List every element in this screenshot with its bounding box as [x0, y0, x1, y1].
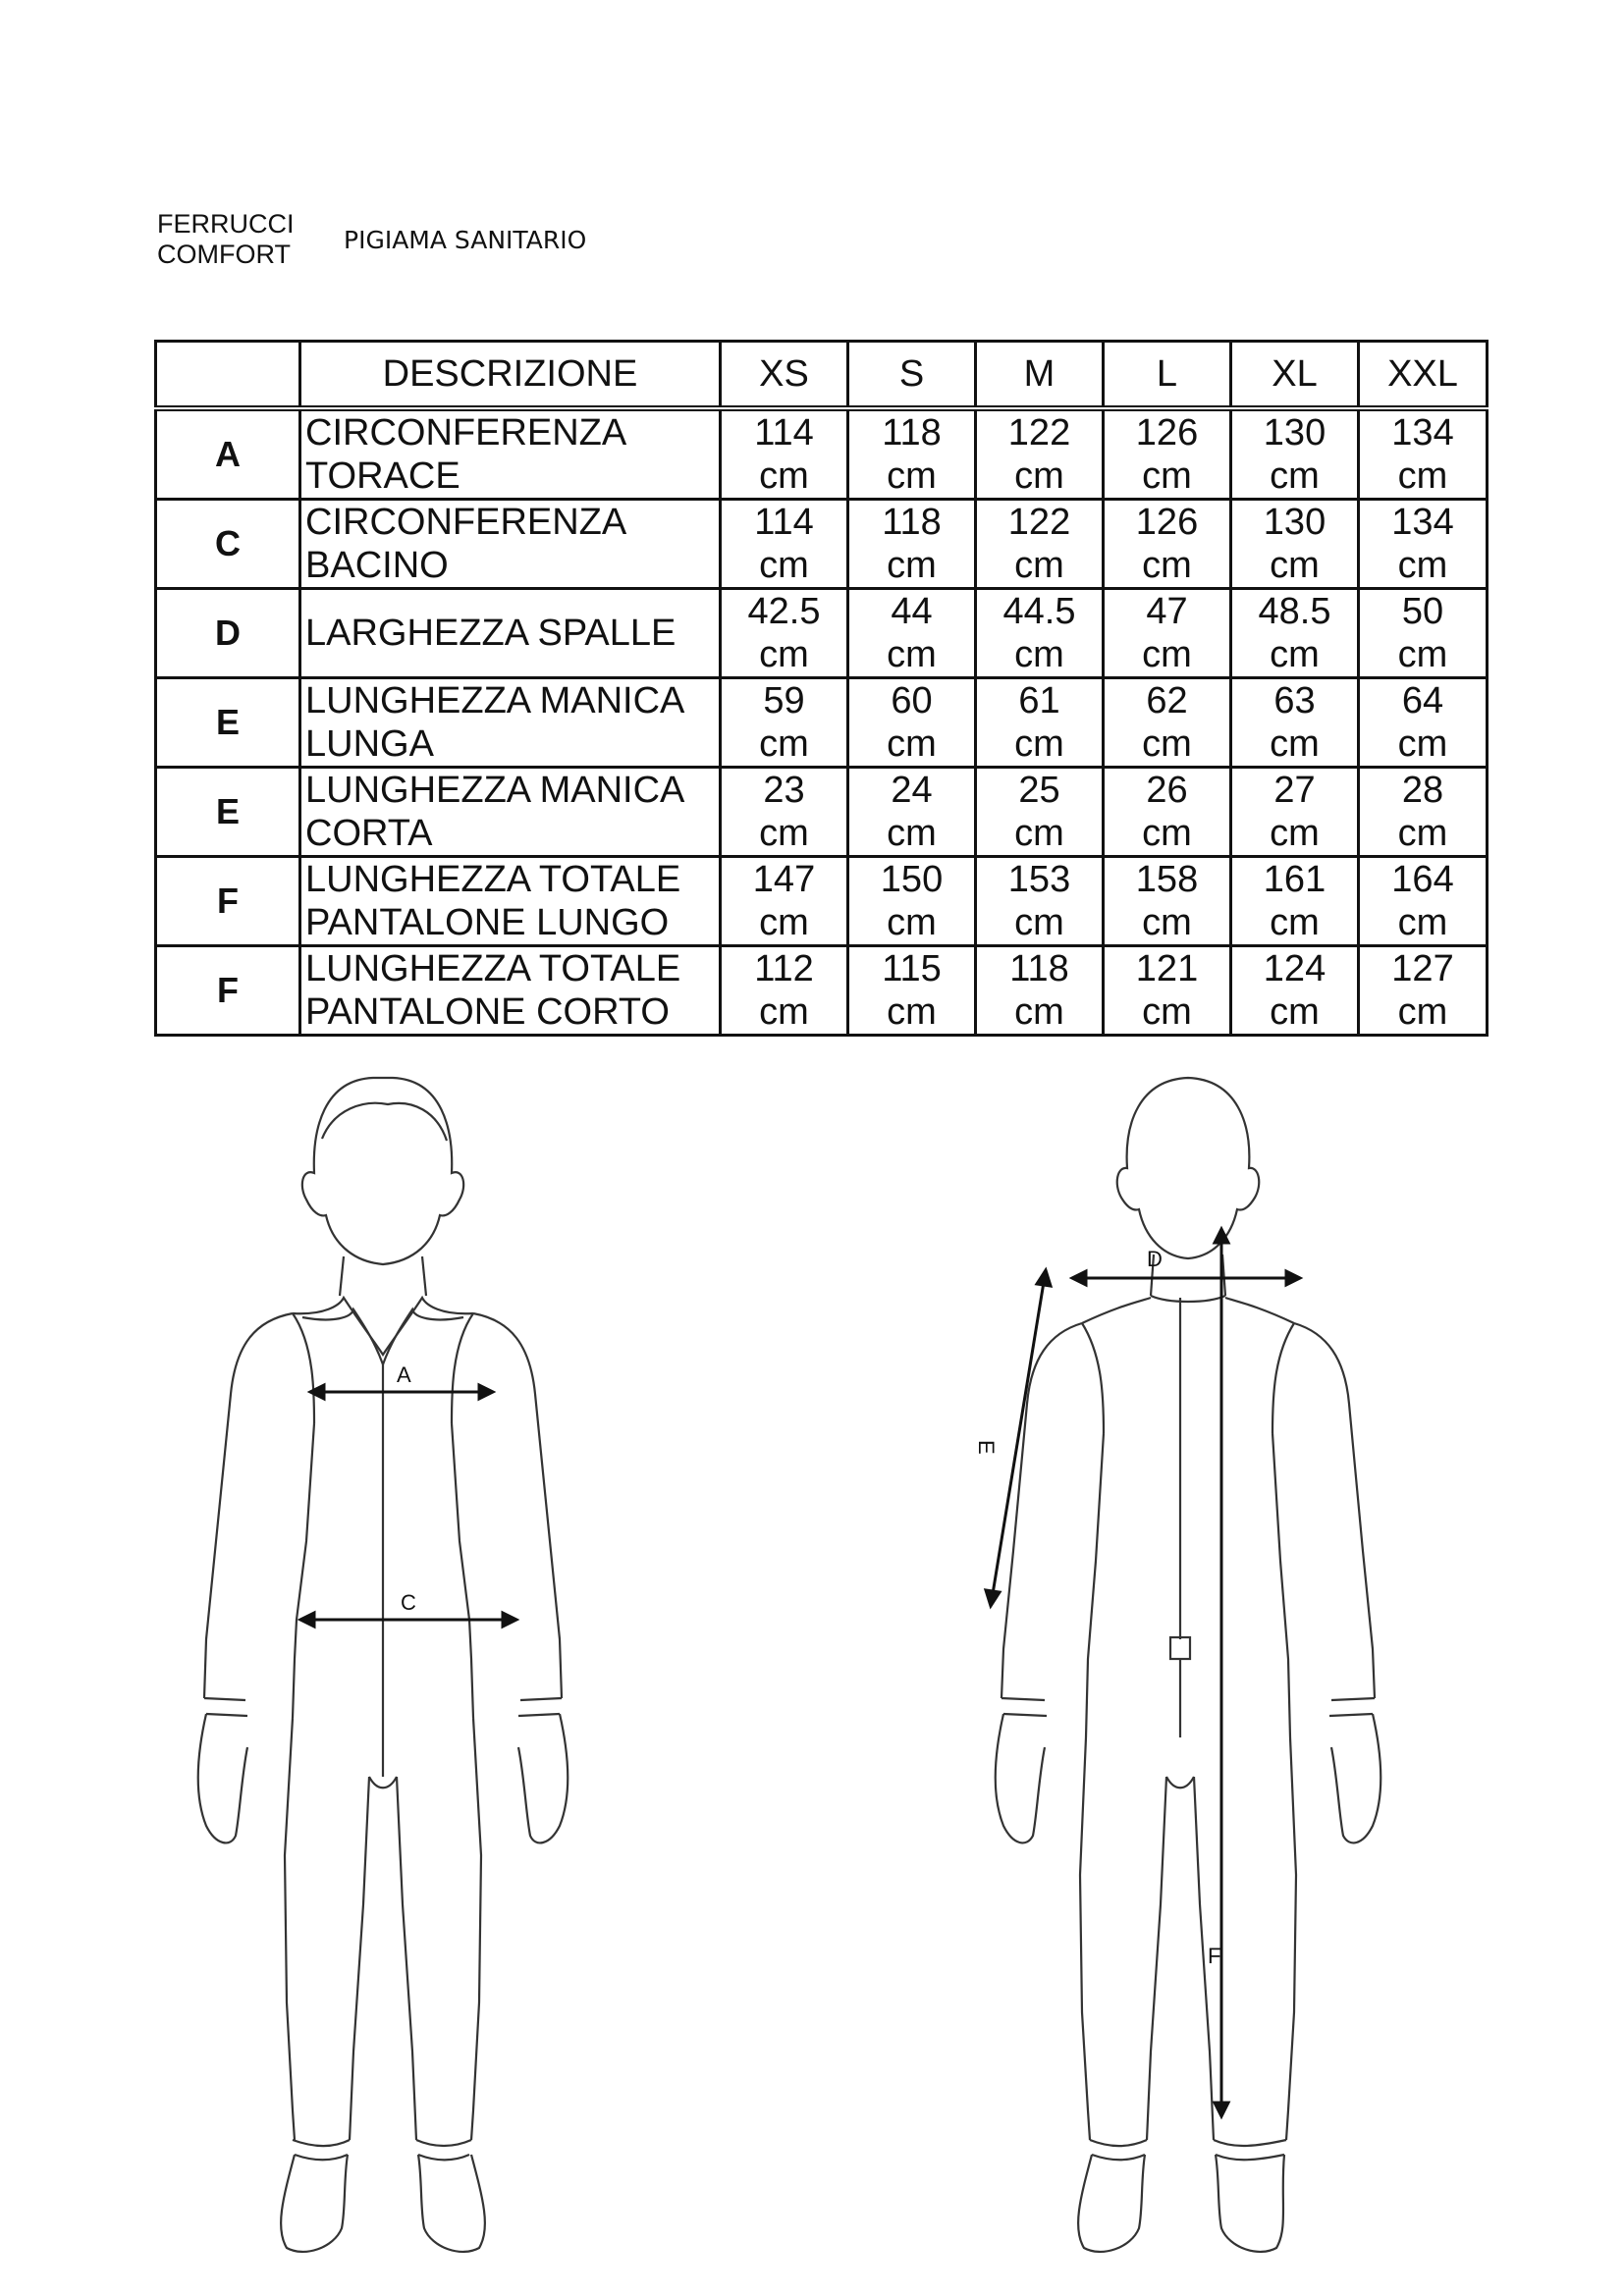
- size-value-xxl: [1359, 768, 1488, 857]
- back-figure: [972, 1070, 1424, 2268]
- header-size-l: L: [1104, 342, 1231, 409]
- label-e: E: [974, 1440, 999, 1455]
- size-value-m: [976, 589, 1104, 678]
- value-unit: cm: [887, 991, 937, 1033]
- value-unit: cm: [1142, 902, 1192, 943]
- value-number: 25: [1018, 770, 1060, 811]
- value-number: 63: [1273, 680, 1316, 721]
- size-value-xxl: [1359, 857, 1488, 946]
- measurement-description: [300, 857, 721, 946]
- front-figure: [177, 1070, 628, 2268]
- value-unit: cm: [759, 813, 809, 854]
- size-value-l: [1104, 678, 1231, 768]
- value-number: 24: [891, 770, 933, 811]
- value-number: 27: [1273, 770, 1316, 811]
- size-value-xs: [721, 500, 848, 589]
- size-value-s: [848, 768, 976, 857]
- description-line-1: LUNGHEZZA TOTALE: [305, 948, 681, 989]
- value-unit: cm: [1014, 634, 1064, 675]
- value-number: 44: [891, 591, 933, 632]
- value-unit: cm: [759, 634, 809, 675]
- size-value-s: [848, 678, 976, 768]
- value-number: 147: [752, 859, 816, 900]
- measurement-description: [300, 946, 721, 1036]
- value-unit: cm: [887, 723, 937, 765]
- measurement-description: [300, 500, 721, 589]
- header-code: [156, 342, 300, 409]
- size-value-xl: [1231, 946, 1359, 1036]
- header-size-xl: XL: [1231, 342, 1359, 409]
- value-unit: cm: [1397, 991, 1448, 1033]
- value-number: 124: [1263, 948, 1326, 989]
- value-number: 122: [1007, 502, 1071, 543]
- size-value-s: [848, 408, 976, 500]
- size-value-xxl: [1359, 408, 1488, 500]
- table-row: [156, 678, 1488, 768]
- value-unit: cm: [1397, 634, 1448, 675]
- value-number: 130: [1263, 502, 1326, 543]
- description-line-1: CIRCONFERENZA: [305, 502, 627, 543]
- measurement-description: [300, 678, 721, 768]
- size-value-l: [1104, 408, 1231, 500]
- description-line-2: CORTA: [305, 813, 433, 854]
- label-f: F: [1208, 1944, 1221, 1968]
- value-unit: cm: [1142, 545, 1192, 586]
- value-unit: cm: [1014, 991, 1064, 1033]
- table-row: [156, 589, 1488, 678]
- description-line-2: PANTALONE LUNGO: [305, 902, 670, 943]
- value-number: 112: [754, 948, 814, 989]
- description-line-2: PANTALONE CORTO: [305, 991, 670, 1033]
- size-value-xl: [1231, 500, 1359, 589]
- table-row: [156, 408, 1488, 500]
- table-row: [156, 500, 1488, 589]
- size-value-l: [1104, 857, 1231, 946]
- table-row: [156, 857, 1488, 946]
- size-value-m: [976, 768, 1104, 857]
- value-number: 114: [754, 412, 814, 454]
- value-number: 161: [1263, 859, 1326, 900]
- measurement-description: [300, 408, 721, 500]
- measurement-description: [300, 589, 721, 678]
- value-unit: cm: [1270, 634, 1320, 675]
- value-unit: cm: [1397, 902, 1448, 943]
- size-value-m: [976, 500, 1104, 589]
- value-number: 118: [882, 412, 942, 454]
- size-value-xxl: [1359, 946, 1488, 1036]
- label-a: A: [397, 1362, 411, 1387]
- value-unit: cm: [1142, 991, 1192, 1033]
- value-number: 50: [1401, 591, 1444, 632]
- value-number: 60: [891, 680, 933, 721]
- front-body-illustration: [177, 1070, 628, 2268]
- value-number: 47: [1146, 591, 1188, 632]
- value-unit: cm: [1014, 455, 1064, 497]
- size-chart-table: [154, 340, 1489, 1037]
- value-unit: cm: [759, 545, 809, 586]
- size-value-xs: [721, 946, 848, 1036]
- value-unit: cm: [759, 723, 809, 765]
- description-line-1: LUNGHEZZA TOTALE: [305, 859, 681, 900]
- value-number: 122: [1007, 412, 1071, 454]
- value-number: 59: [763, 680, 805, 721]
- value-unit: cm: [1270, 723, 1320, 765]
- size-value-s: [848, 857, 976, 946]
- brand-line-1: FERRUCCI: [157, 209, 295, 239]
- size-value-m: [976, 678, 1104, 768]
- size-value-xl: [1231, 589, 1359, 678]
- value-unit: cm: [1142, 634, 1192, 675]
- brand-name: [157, 209, 295, 270]
- measurement-code: E: [156, 768, 300, 857]
- value-unit: cm: [1014, 545, 1064, 586]
- value-number: 127: [1391, 948, 1454, 989]
- product-title: PIGIAMA SANITARIO: [344, 226, 587, 254]
- size-value-s: [848, 589, 976, 678]
- header-size-s: S: [848, 342, 976, 409]
- description-line-1: LUNGHEZZA MANICA: [305, 680, 685, 721]
- value-number: 62: [1146, 680, 1188, 721]
- value-number: 28: [1401, 770, 1444, 811]
- value-number: 126: [1135, 412, 1199, 454]
- value-number: 126: [1135, 502, 1199, 543]
- value-unit: cm: [1397, 723, 1448, 765]
- value-unit: cm: [759, 902, 809, 943]
- value-unit: cm: [1270, 991, 1320, 1033]
- value-number: 48.5: [1258, 591, 1331, 632]
- measurement-code: E: [156, 678, 300, 768]
- value-unit: cm: [1014, 813, 1064, 854]
- value-number: 118: [1009, 948, 1069, 989]
- size-value-l: [1104, 589, 1231, 678]
- header-size-xs: XS: [721, 342, 848, 409]
- size-value-xs: [721, 589, 848, 678]
- description-line-1: LUNGHEZZA MANICA: [305, 770, 685, 811]
- measurement-code: A: [156, 408, 300, 500]
- size-value-xl: [1231, 857, 1359, 946]
- measurement-description: [300, 768, 721, 857]
- value-unit: cm: [887, 634, 937, 675]
- value-unit: cm: [1270, 455, 1320, 497]
- value-unit: cm: [1270, 545, 1320, 586]
- value-number: 121: [1135, 948, 1199, 989]
- size-value-xxl: [1359, 500, 1488, 589]
- value-number: 26: [1146, 770, 1188, 811]
- value-number: 158: [1135, 859, 1199, 900]
- value-number: 153: [1007, 859, 1071, 900]
- size-value-xxl: [1359, 589, 1488, 678]
- value-unit: cm: [1142, 723, 1192, 765]
- measurement-code: D: [156, 589, 300, 678]
- value-unit: cm: [1014, 902, 1064, 943]
- measurement-code: F: [156, 946, 300, 1036]
- header-descrizione: DESCRIZIONE: [300, 342, 721, 409]
- back-body-illustration: [972, 1070, 1424, 2268]
- value-number: 150: [880, 859, 944, 900]
- label-c: C: [401, 1590, 416, 1615]
- value-unit: cm: [1142, 455, 1192, 497]
- value-number: 164: [1391, 859, 1454, 900]
- label-d: D: [1147, 1247, 1163, 1271]
- value-number: 115: [882, 948, 942, 989]
- value-unit: cm: [1397, 455, 1448, 497]
- size-value-m: [976, 857, 1104, 946]
- value-unit: cm: [759, 455, 809, 497]
- size-value-l: [1104, 500, 1231, 589]
- value-number: 64: [1401, 680, 1444, 721]
- size-value-s: [848, 500, 976, 589]
- value-number: 118: [882, 502, 942, 543]
- measurement-code: F: [156, 857, 300, 946]
- description-line-2: BACINO: [305, 545, 449, 586]
- description-line-1: LARGHEZZA SPALLE: [305, 613, 677, 654]
- header-size-xxl: XXL: [1359, 342, 1488, 409]
- description-line-2: TORACE: [305, 455, 460, 497]
- value-number: 134: [1391, 502, 1454, 543]
- size-value-xl: [1231, 678, 1359, 768]
- value-unit: cm: [1270, 813, 1320, 854]
- value-number: 114: [754, 502, 814, 543]
- value-number: 130: [1263, 412, 1326, 454]
- description-line-1: CIRCONFERENZA: [305, 412, 627, 454]
- value-unit: cm: [887, 813, 937, 854]
- description-line-2: LUNGA: [305, 723, 434, 765]
- size-value-xxl: [1359, 678, 1488, 768]
- size-value-m: [976, 946, 1104, 1036]
- value-unit: cm: [887, 455, 937, 497]
- value-number: 134: [1391, 412, 1454, 454]
- size-value-xs: [721, 768, 848, 857]
- value-unit: cm: [1397, 813, 1448, 854]
- value-unit: cm: [1397, 545, 1448, 586]
- value-unit: cm: [1142, 813, 1192, 854]
- value-number: 42.5: [747, 591, 821, 632]
- value-number: 61: [1018, 680, 1060, 721]
- size-value-l: [1104, 946, 1231, 1036]
- value-unit: cm: [759, 991, 809, 1033]
- table-row: [156, 946, 1488, 1036]
- size-value-s: [848, 946, 976, 1036]
- value-unit: cm: [1270, 902, 1320, 943]
- value-unit: cm: [1014, 723, 1064, 765]
- size-value-xs: [721, 857, 848, 946]
- measurement-code: C: [156, 500, 300, 589]
- table-row: [156, 768, 1488, 857]
- value-unit: cm: [887, 545, 937, 586]
- size-value-m: [976, 408, 1104, 500]
- value-unit: cm: [887, 902, 937, 943]
- value-number: 23: [763, 770, 805, 811]
- size-value-xs: [721, 408, 848, 500]
- size-value-l: [1104, 768, 1231, 857]
- size-value-xl: [1231, 768, 1359, 857]
- brand-line-2: COMFORT: [157, 240, 291, 269]
- header-size-m: M: [976, 342, 1104, 409]
- value-number: 44.5: [1002, 591, 1076, 632]
- table-header-row: [156, 342, 1488, 409]
- size-value-xs: [721, 678, 848, 768]
- size-value-xl: [1231, 408, 1359, 500]
